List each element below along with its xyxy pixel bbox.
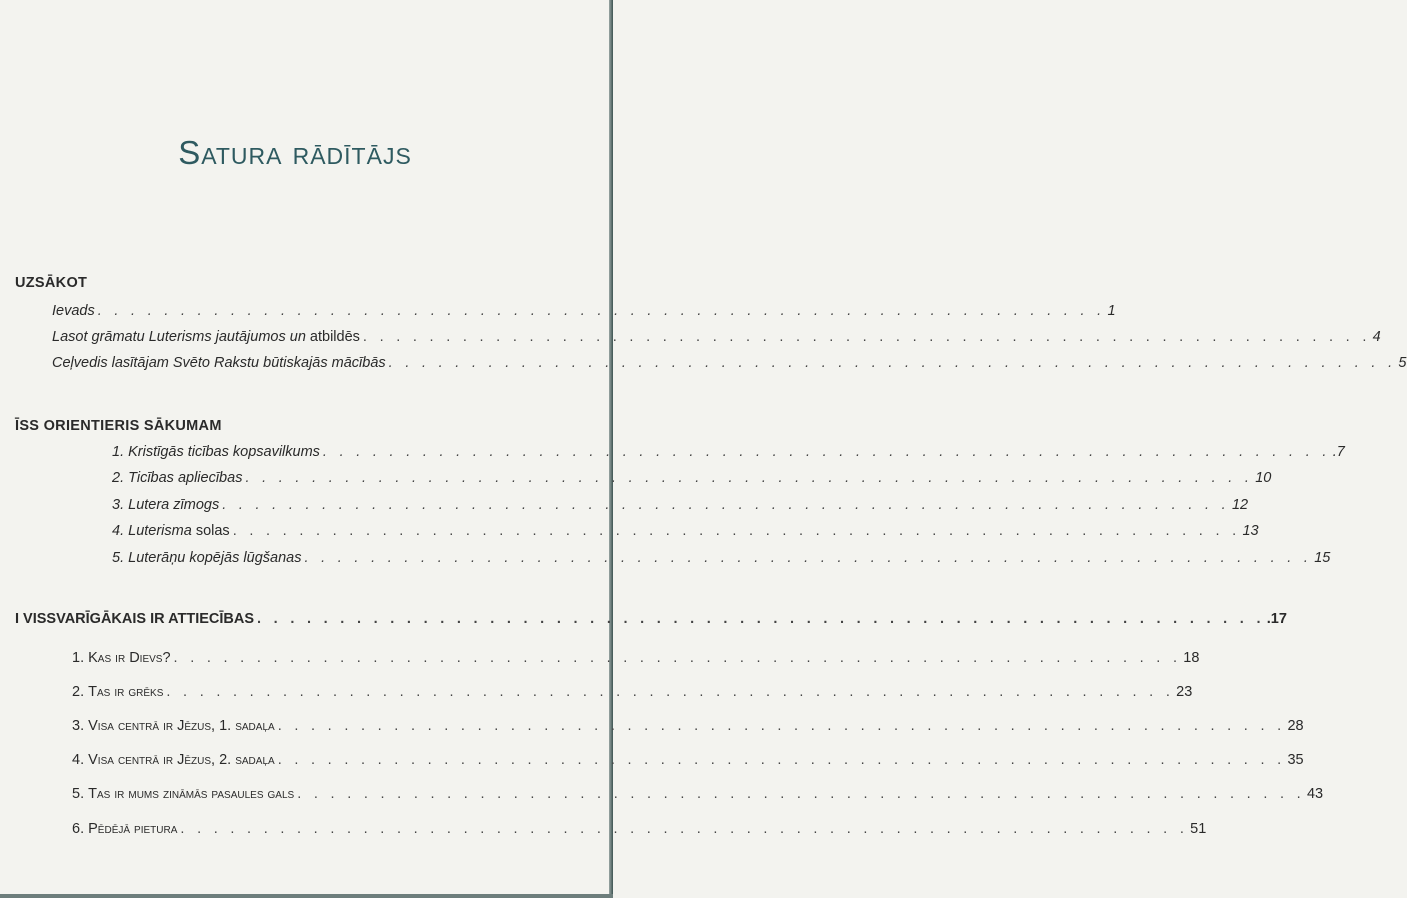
page-bottom-edge bbox=[0, 894, 613, 898]
toc-entry[interactable] bbox=[52, 329, 1381, 345]
toc-entry-page: 10 bbox=[1255, 470, 1272, 486]
dot-leader: . . . . . . . . . . . . . . . . . . . . . . . . . . . . . . . . . . . . . . . . . . . . . . . . . . . . . . . . . . . . . bbox=[232, 523, 1241, 539]
toc-entry-text bbox=[112, 497, 222, 513]
toc-chapter-title: Tas ir mums zināmās pasaules gals bbox=[88, 786, 295, 802]
toc-entry-title: Luterāņu kopējās lūgšanas bbox=[128, 550, 302, 566]
toc-entry-text bbox=[112, 470, 245, 486]
toc-entry-book-title: Luterisms jautājumos un bbox=[148, 329, 310, 345]
toc-chapter-text bbox=[72, 650, 174, 666]
toc-entry-page: 1 bbox=[1107, 303, 1116, 319]
part-heading[interactable] bbox=[15, 611, 1287, 627]
toc-chapter-text bbox=[72, 786, 297, 802]
toc-entry[interactable] bbox=[112, 550, 1331, 566]
toc-entry-page: 4 bbox=[1372, 329, 1381, 345]
toc-entry-page: 13 bbox=[1242, 523, 1259, 539]
toc-entry[interactable] bbox=[112, 470, 1272, 486]
dot-leader: . . . . . . . . . . . . . . . . . . . . . . . . . . . . . . . . . . . . . . . . . . . . . . . . . . . . . . . . . . . . . bbox=[257, 611, 1265, 627]
toc-entry-number: 4. bbox=[112, 523, 129, 539]
toc-entry[interactable] bbox=[52, 355, 1407, 371]
toc-chapter-number: 2. bbox=[72, 684, 89, 700]
toc-entry[interactable] bbox=[112, 444, 1345, 460]
section-heading-uzsakot: UZSĀKOT bbox=[15, 275, 88, 291]
toc-entry-text bbox=[112, 444, 323, 460]
toc-entry-number: 1. bbox=[112, 444, 129, 460]
toc-chapter-page: 35 bbox=[1287, 752, 1304, 768]
toc-entry-text-part: atbildēs bbox=[309, 329, 360, 345]
dot-leader: . . . . . . . . . . . . . . . . . . . . . . . . . . . . . . . . . . . . . . . . . . . . . . . . . . . . . . . . . . . . . bbox=[277, 718, 1286, 734]
toc-chapter-title: Visa centrā ir Jēzus, 1. sadaļa bbox=[88, 718, 275, 734]
toc-chapter-title: Visa centrā ir Jēzus, 2. sadaļa bbox=[88, 752, 275, 768]
toc-chapter[interactable] bbox=[72, 684, 1193, 700]
toc-entry-title: Luterisma bbox=[128, 523, 192, 539]
toc-entry[interactable] bbox=[52, 303, 1116, 319]
toc-entry-text bbox=[112, 523, 233, 539]
toc-chapter-page: 51 bbox=[1190, 821, 1207, 837]
toc-chapter-number: 3. bbox=[72, 718, 89, 734]
toc-chapter-text bbox=[72, 752, 278, 768]
dot-leader: . . . . . . . . . . . . . . . . . . . . . . . . . . . . . . . . . . . . . . . . . . . . . . . . . . . . . . . . . . . . . bbox=[222, 497, 1230, 513]
toc-chapter[interactable] bbox=[72, 718, 1304, 734]
toc-entry-page: 12 bbox=[1231, 497, 1249, 513]
toc-chapter-text bbox=[72, 718, 278, 734]
page-title: Satura rādītājs bbox=[178, 134, 412, 171]
toc-entry-text bbox=[112, 550, 304, 566]
dot-leader: . . . . . . . . . . . . . . . . . . . . . . . . . . . . . . . . . . . . . . . . . . . . . . . . . . . . . . . . . . . . . bbox=[245, 470, 1254, 486]
toc-chapter-number: 4. bbox=[72, 752, 89, 768]
toc-entry-text: Ievads bbox=[52, 303, 95, 319]
toc-entry-title: Lutera zīmogs bbox=[128, 497, 220, 513]
toc-entry-number: 5. bbox=[112, 550, 129, 566]
toc-chapter[interactable] bbox=[72, 821, 1207, 837]
dot-leader: . . . . . . . . . . . . . . . . . . . . . . . . . . . . . . . . . . . . . . . . . . . . . . . . . . . . . . . . . . . . . bbox=[297, 786, 1305, 802]
dot-leader: . . . . . . . . . . . . . . . . . . . . . . . . . . . . . . . . . . . . . . . . . . . . . . . . . . . . . . . . . . . . . bbox=[173, 650, 1182, 666]
toc-chapter-text bbox=[72, 821, 180, 837]
toc-entry-number: 2. bbox=[112, 470, 129, 486]
toc-chapter-title: Pēdējā pietura bbox=[88, 821, 178, 837]
dot-leader: . . . . . . . . . . . . . . . . . . . . . . . . . . . . . . . . . . . . . . . . . . . . . . . . . . . . . . . . . . . . . bbox=[322, 444, 1331, 460]
toc-entry-text-part: Lasot grāmatu bbox=[52, 329, 149, 345]
dot-leader: . . . . . . . . . . . . . . . . . . . . . . . . . . . . . . . . . . . . . . . . . . . . . . . . . . . . . . . . . . . . . bbox=[97, 303, 1106, 319]
dot-leader: . . . . . . . . . . . . . . . . . . . . . . . . . . . . . . . . . . . . . . . . . . . . . . . . . . . . . . . . . . . . . bbox=[304, 550, 1313, 566]
toc-chapter-page: 43 bbox=[1306, 786, 1324, 802]
part-heading-page: .17 bbox=[1266, 611, 1287, 627]
toc-entry-number: 3. bbox=[112, 497, 129, 513]
toc-entry-page: 15 bbox=[1314, 550, 1331, 566]
part-heading-text: I VISSVARĪGĀKAIS IR ATTIECĪBAS bbox=[15, 611, 255, 627]
toc-chapter[interactable] bbox=[72, 650, 1200, 666]
toc-entry-title-suffix: solas bbox=[191, 523, 230, 539]
section-heading-iss-orientieris: ĪSS ORIENTIERIS SĀKUMAM bbox=[15, 418, 222, 434]
toc-entry-title: Ticības apliecības bbox=[128, 470, 243, 486]
toc-entry-text: Ceļvedis lasītājam Svēto Rakstu būtiskajās mācībās bbox=[52, 355, 386, 371]
dot-leader: . . . . . . . . . . . . . . . . . . . . . . . . . . . . . . . . . . . . . . . . . . . . . . . . . . . . . . . . . . . . . bbox=[362, 329, 1371, 345]
toc-entry-page: .7 bbox=[1332, 444, 1345, 460]
toc-chapter-page: 18 bbox=[1183, 650, 1200, 666]
dot-leader: . . . . . . . . . . . . . . . . . . . . . . . . . . . . . . . . . . . . . . . . . . . . . . . . . . . . . . . . . . . . . bbox=[180, 821, 1189, 837]
toc-chapter-number: 1. bbox=[72, 650, 89, 666]
toc-chapter-text bbox=[72, 684, 166, 700]
toc-chapter-number: 6. bbox=[72, 821, 89, 837]
toc-chapter-title: Tas ir grēks bbox=[88, 684, 164, 700]
toc-entry[interactable] bbox=[112, 523, 1259, 539]
dot-leader: . . . . . . . . . . . . . . . . . . . . . . . . . . . . . . . . . . . . . . . . . . . . . . . . . . . . . . . . . . . . . bbox=[388, 355, 1397, 371]
toc-chapter[interactable] bbox=[72, 786, 1324, 802]
toc-entry-text bbox=[52, 329, 363, 345]
toc-entry[interactable] bbox=[112, 497, 1249, 513]
toc-chapter-page: 23 bbox=[1176, 684, 1193, 700]
toc-chapter-page: 28 bbox=[1287, 718, 1304, 734]
toc-chapter-title: Kas ir Dievs? bbox=[88, 650, 171, 666]
toc-entry-page: 5 bbox=[1398, 355, 1407, 371]
toc-chapter[interactable] bbox=[72, 752, 1304, 768]
toc-chapter-number: 5. bbox=[72, 786, 89, 802]
toc-entry-title: Kristīgās ticības kopsavilkums bbox=[128, 444, 320, 460]
dot-leader: . . . . . . . . . . . . . . . . . . . . . . . . . . . . . . . . . . . . . . . . . . . . . . . . . . . . . . . . . . . . . bbox=[277, 752, 1286, 768]
dot-leader: . . . . . . . . . . . . . . . . . . . . . . . . . . . . . . . . . . . . . . . . . . . . . . . . . . . . . . . . . . . . . bbox=[166, 684, 1175, 700]
